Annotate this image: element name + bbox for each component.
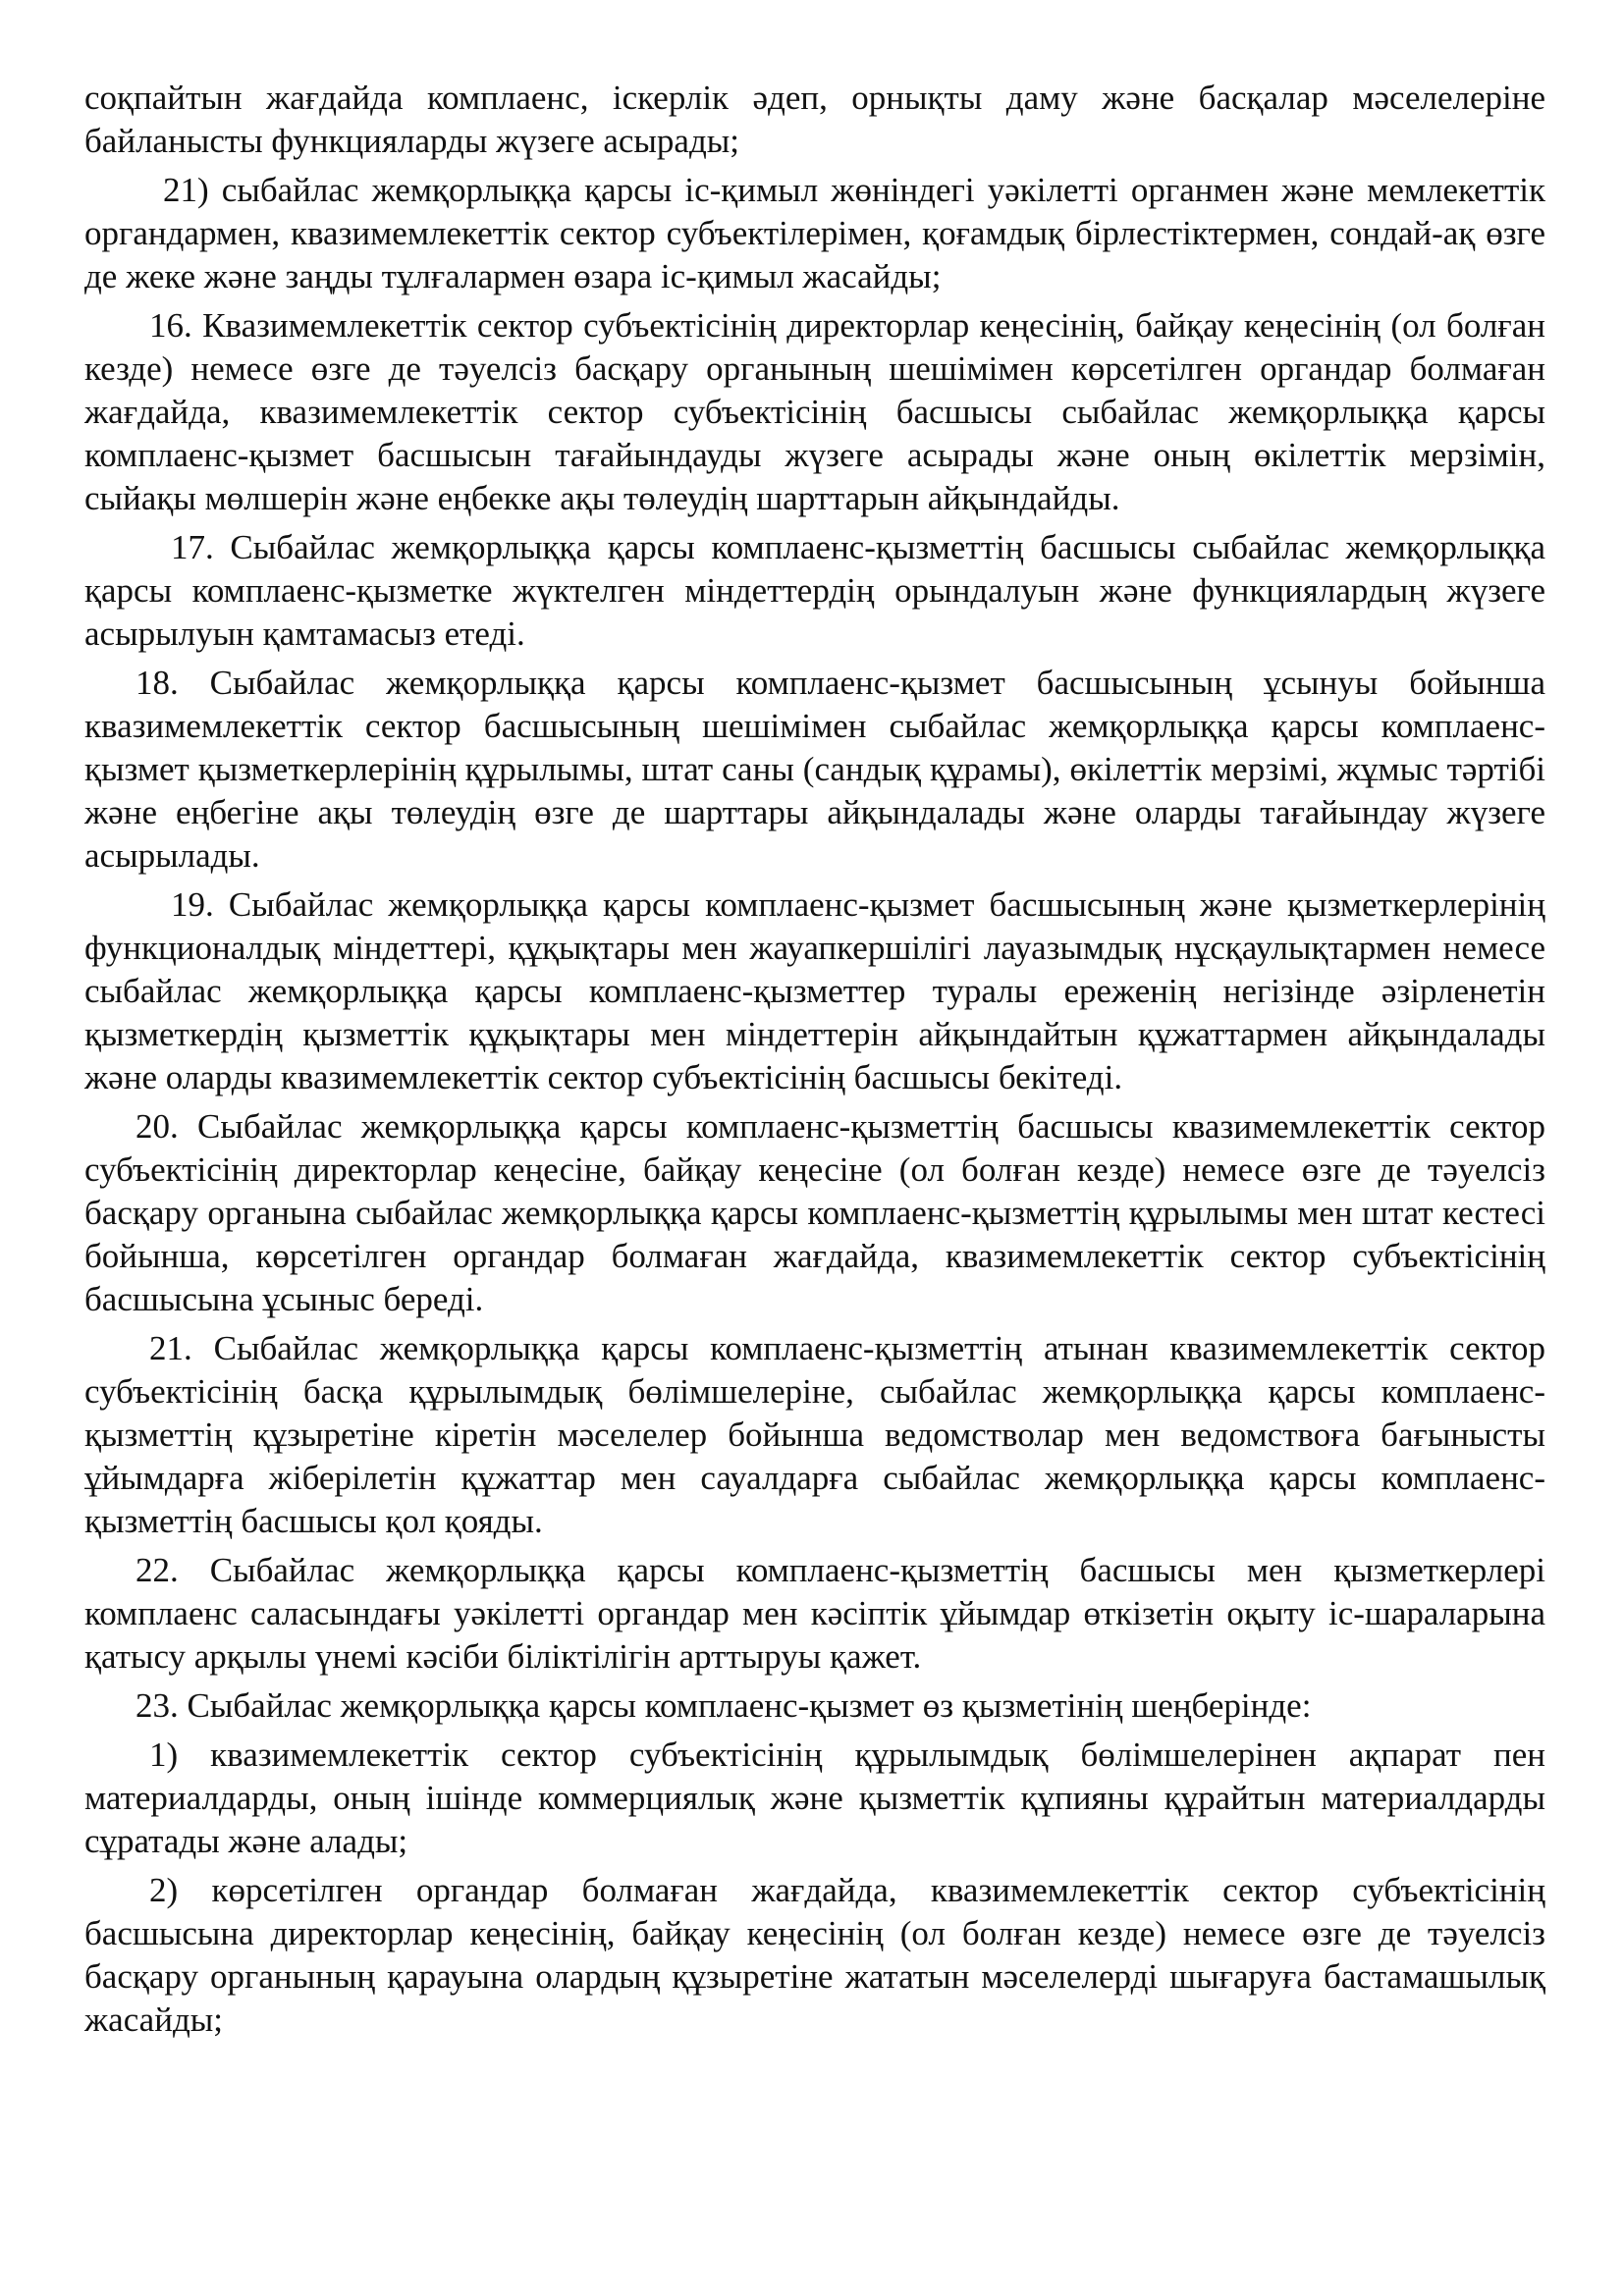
paragraph-sub-item-1: 1) квазимемлекеттік сектор субъектісінің құрылымдық бөлімшелерінен ақпарат пен материалдарды, оның ішінде коммерциялық және қызметтік құпияны құрайтын материалдарды сұратады және алады; bbox=[84, 1735, 1545, 1860]
paragraph-continuation: соқпайтын жағдайда комплаенс, іскерлік әдеп, орнықты даму және басқалар мәселелеріне байланысты функцияларды жүзеге асырады; bbox=[84, 79, 1545, 160]
paragraph-sub-item-2: 2) көрсетілген органдар болмаған жағдайда, квазимемлекеттік сектор субъектісінің басшысына директорлар кеңесінің, байқау кеңесінің (ол болған кезде) немесе өзге де тәуелсіз басқару органының қарауына олардың құзыретіне жататын мәселелерді шығаруға бастамашылық жасайды; bbox=[84, 1871, 1545, 2039]
paragraph-22: 22. Сыбайлас жемқорлыққа қарсы комплаенс-қызметтің басшысы мен қызметкерлері комплаенс саласындағы уәкілетті органдар мен кәсіптік ұйымдар өткізетін оқыту іс-шараларына қатысу арқылы үнемі кәсіби біліктілігін арттыруы қажет. bbox=[84, 1551, 1545, 1676]
paragraph-21: 21. Сыбайлас жемқорлыққа қарсы комплаенс-қызметтің атынан квазимемлекеттік сектор субъектісінің басқа құрылымдық бөлімшелеріне, сыбайлас жемқорлыққа қарсы комплаенс-қызметтің құзыретіне кіретін мәселелер бойынша ведомстволар мен ведомствоға бағынысты ұйымдарға жіберілетін құжаттар мен сауалдарға сыбайлас жемқорлыққа қарсы комплаенс-қызметтің басшысы қол қояды. bbox=[84, 1329, 1545, 1540]
paragraph-18: 18. Сыбайлас жемқорлыққа қарсы комплаенс-қызмет басшысының ұсынуы бойынша квазимемлекеттік сектор басшысының шешімімен сыбайлас жемқорлыққа қарсы комплаенс-қызмет қызметкерлерінің құрылымы, штат саны (сандық құрамы), өкілеттік мерзімі, жұмыс тәртібі және еңбегіне ақы төлеудің өзге де шарттары айқындалады және оларды тағайындау жүзеге асырылады. bbox=[84, 664, 1545, 875]
paragraph-23: 23. Сыбайлас жемқорлыққа қарсы комплаенс-қызмет өз қызметінің шеңберінде: bbox=[135, 1686, 1312, 1725]
paragraph-item-21: 21) сыбайлас жемқорлыққа қарсы іс-қимыл жөніндегі уәкілетті органмен және мемлекеттік органдармен, квазимемлекеттік сектор субъектілерімен, қоғамдық бірлестіктермен, сондай-ақ өзге де жеке және заңды тұлғалармен өзара іс-қимыл жасайды; bbox=[84, 171, 1545, 295]
paragraph-20: 20. Сыбайлас жемқорлыққа қарсы комплаенс-қызметтің басшысы квазимемлекеттік сектор субъектісінің директорлар кеңесіне, байқау кеңесіне (ол болған кезде) немесе өзге де тәуелсіз басқару органына сыбайлас жемқорлыққа қарсы комплаенс-қызметтің құрылымы мен штат кестесі бойынша, көрсетілген органдар болмаған жағдайда, квазимемлекеттік сектор субъектісінің басшысына ұсыныс береді. bbox=[84, 1107, 1545, 1318]
paragraph-16: 16. Квазимемлекеттік сектор субъектісінің директорлар кеңесінің, байқау кеңесінің (ол болған кезде) немесе өзге де тәуелсіз басқару органының шешімімен көрсетілген органдар болмаған жағдайда, квазимемлекеттік сектор субъектісінің басшысы сыбайлас жемқорлыққа қарсы комплаенс-қызмет басшысын тағайындауды жүзеге асырады және оның өкілеттік мерзімін, сыйақы мөлшерін және еңбекке ақы төлеудің шарттарын айқындайды. bbox=[84, 306, 1545, 517]
paragraph-17: 17. Сыбайлас жемқорлыққа қарсы комплаенс-қызметтің басшысы сыбайлас жемқорлыққа қарсы комплаенс-қызметке жүктелген міндеттердің орындалуын және функциялардың жүзеге асырылуын қамтамасыз етеді. bbox=[84, 528, 1545, 653]
document-page bbox=[84, 77, 1545, 2042]
paragraph-19: 19. Сыбайлас жемқорлыққа қарсы комплаенс-қызмет басшысының және қызметкерлерінің функционалдық міндеттері, құқықтары мен жауапкершілігі лауазымдық нұсқаулықтармен немесе сыбайлас жемқорлыққа қарсы комплаенс-қызметтер туралы ереженің негізінде әзірленетін қызметкердің қызметтік құқықтары мен міндеттерін айқындайтын құжаттармен айқындалады және оларды квазимемлекеттік сектор субъектісінің басшысы бекітеді. bbox=[84, 885, 1545, 1096]
